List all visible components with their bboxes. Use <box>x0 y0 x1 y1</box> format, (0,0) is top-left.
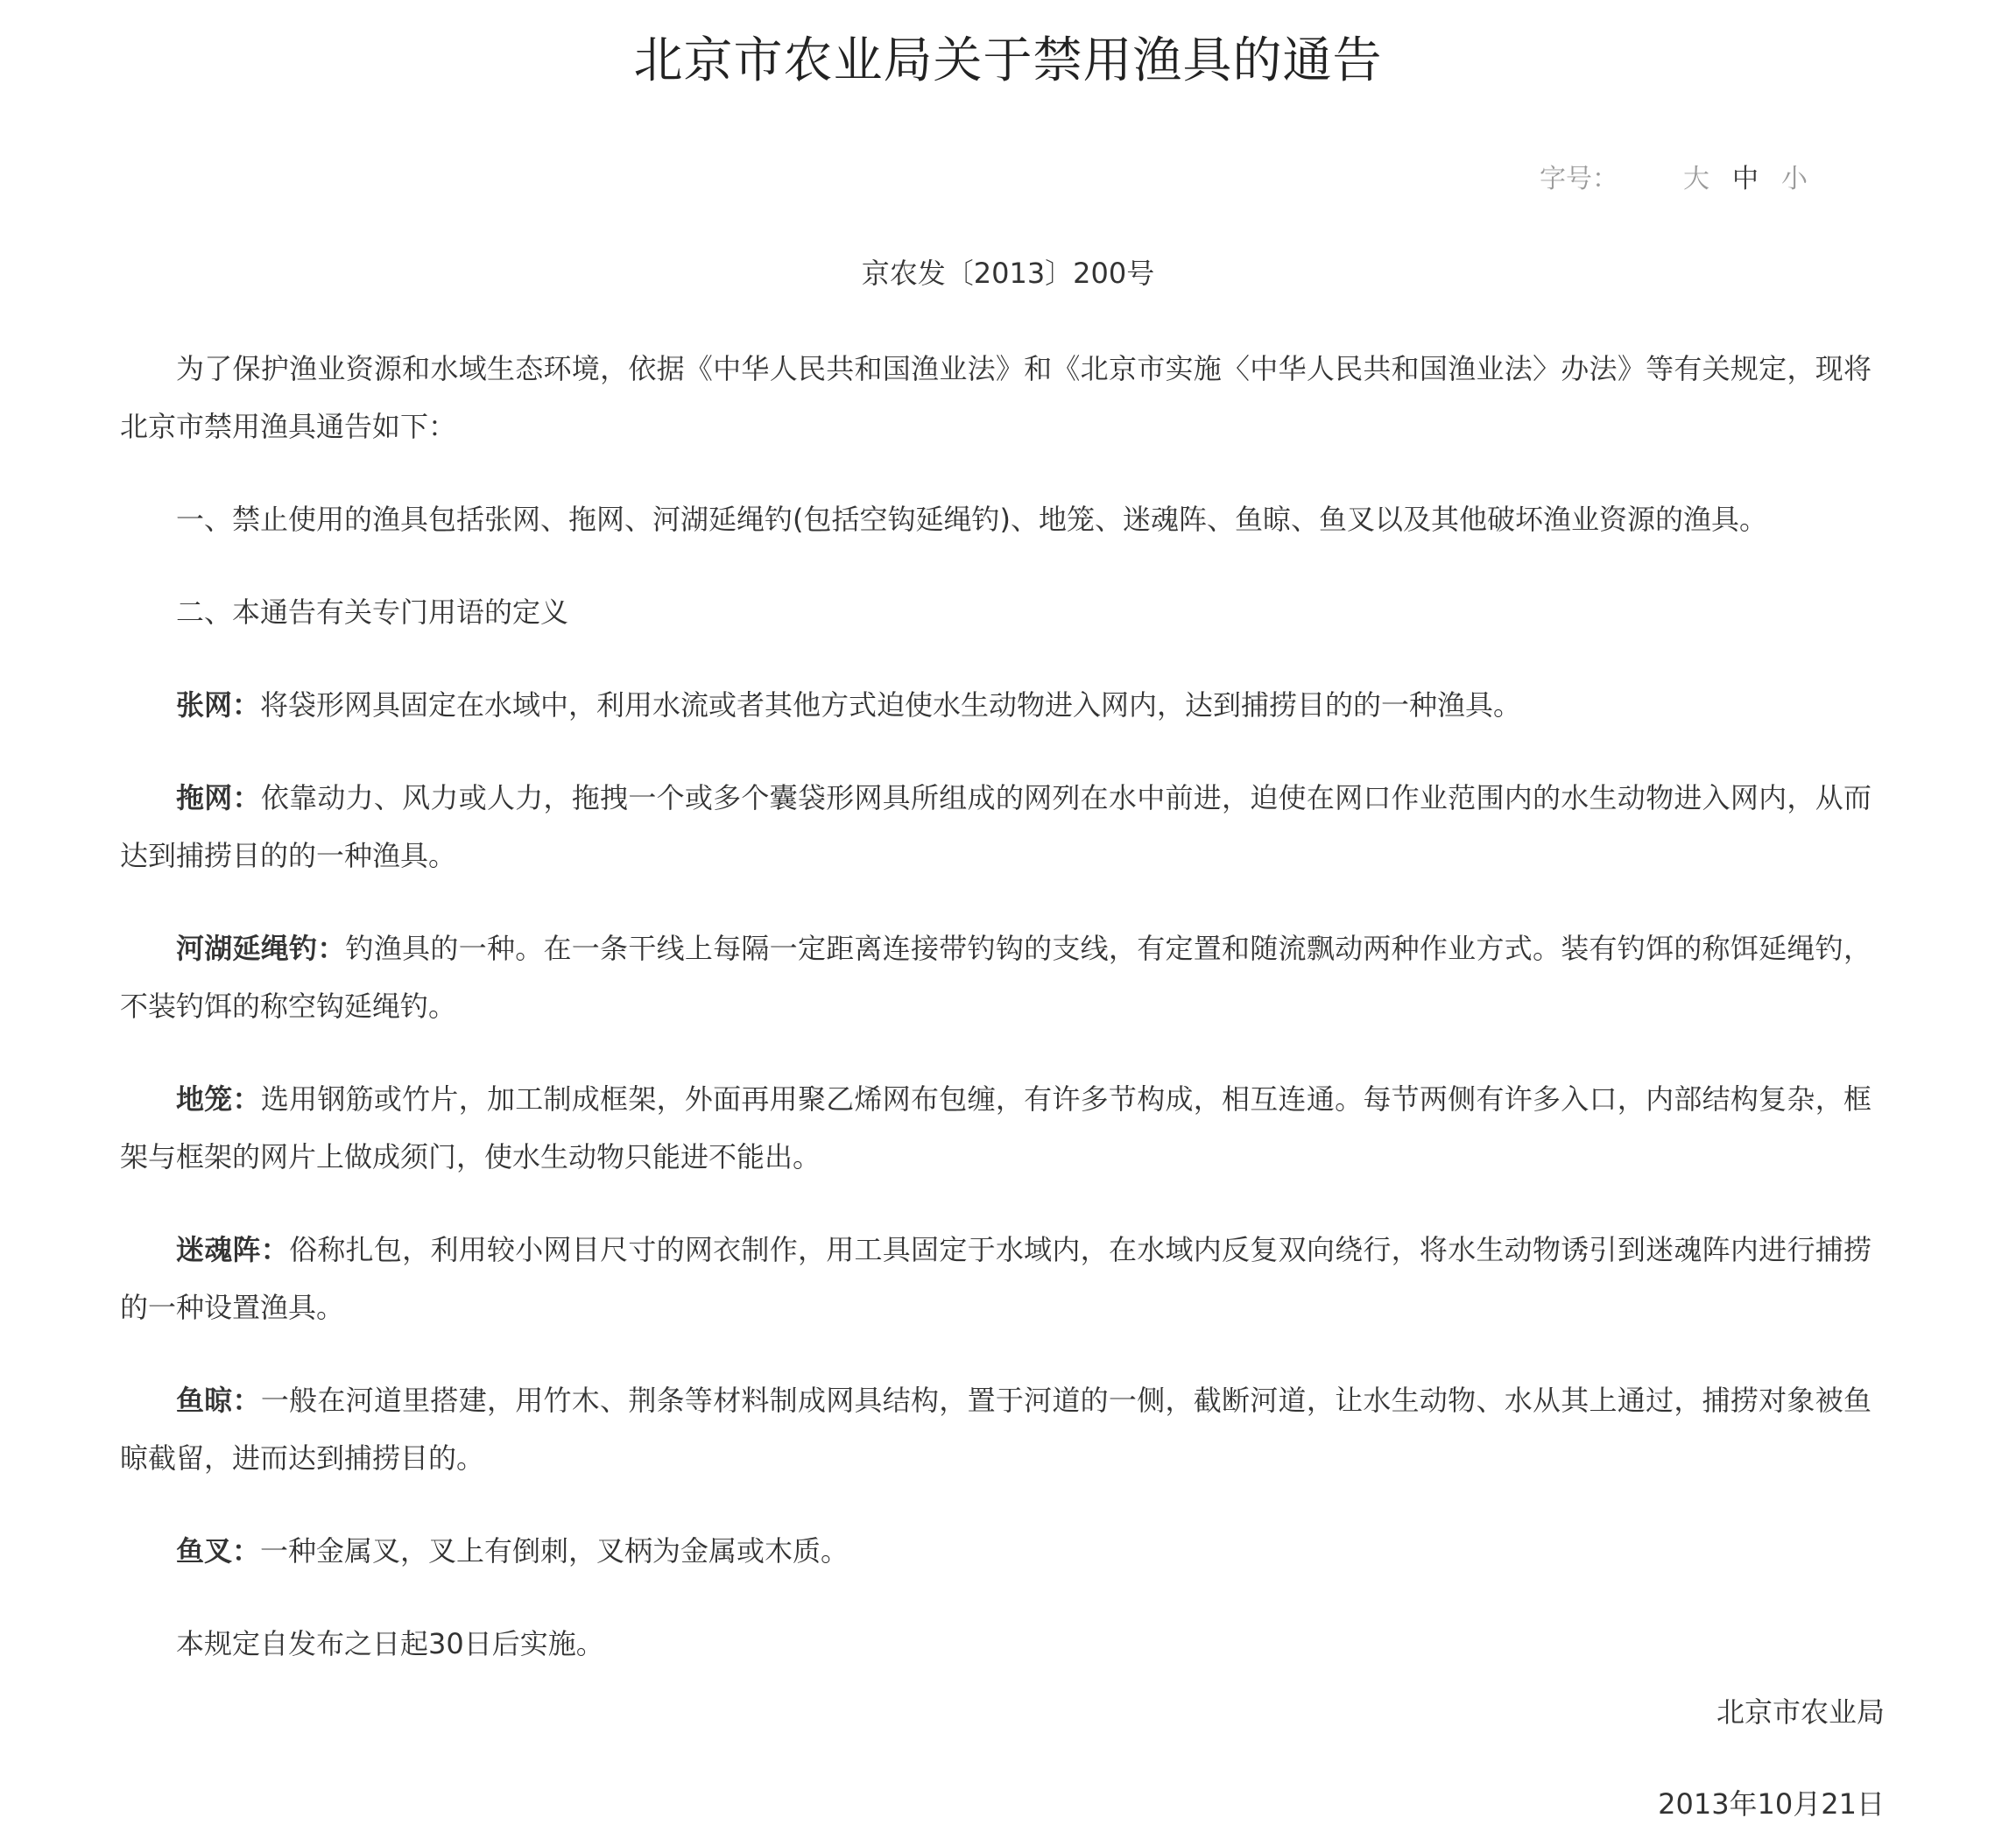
definition-text: 选用钢筋或竹片，加工制成框架，外面再用聚乙烯网布包缠，有许多节构成，相互连通。每节两侧有许多入口，内部结构复杂，框架与框架的网片上做成须门，使水生动物只能进不能出。 <box>120 1082 1871 1173</box>
document-number: 京农发〔2013〕200号 <box>861 257 1155 290</box>
page-title: 北京市农业局关于禁用渔具的通告 <box>633 32 1383 89</box>
font-size-medium-button[interactable]: 中 <box>1732 164 1759 194</box>
definition-term: 鱼晾： <box>176 1384 261 1417</box>
definition-text: 将袋形网具固定在水域中，利用水流或者其他方式迫使水生动物进入网内，达到捕捞目的的一种渔具。 <box>260 688 1522 722</box>
definition-yanshengdiao <box>120 920 1871 1035</box>
definition-term: 迷魂阵： <box>176 1233 290 1266</box>
definition-dilong <box>120 1070 1871 1186</box>
signature-organization: 北京市农业局 <box>1716 1695 1885 1729</box>
font-size-small-button[interactable]: 小 <box>1781 164 1808 194</box>
definition-term: 拖网： <box>176 781 261 814</box>
intro-paragraph: 为了保护渔业资源和水域生态环境，依据《中华人民共和国渔业法》和《北京市实施〈中华人民共和国渔业法〉办法》等有关规定，现将北京市禁用渔具通告如下： <box>120 352 1871 443</box>
definition-tuowang <box>120 769 1871 884</box>
definition-text: 依靠动力、风力或人力，拖拽一个或多个囊袋形网具所组成的网列在水中前进，迫使在网口作业范围内的水生动物进入网内，从而达到捕捞目的的一种渔具。 <box>120 781 1871 872</box>
definition-term: 河湖延绳钓： <box>176 932 346 965</box>
definition-zhangwang <box>120 676 1871 734</box>
definition-text: 俗称扎包，利用较小网目尺寸的网衣制作，用工具固定于水域内，在水域内反复双向绕行，将水生动物诱引到迷魂阵内进行捕捞的一种设置渔具。 <box>120 1233 1871 1324</box>
item-one-paragraph: 一、禁止使用的渔具包括张网、拖网、河湖延绳钓(包括空钩延绳钓)、地笼、迷魂阵、鱼晾、鱼叉以及其他破坏渔业资源的渔具。 <box>176 503 1767 536</box>
definition-term: 张网： <box>176 688 261 722</box>
font-size-large-button[interactable]: 大 <box>1683 164 1709 194</box>
definition-text: 一种金属叉，叉上有倒刺，叉柄为金属或木质。 <box>260 1534 849 1568</box>
notice-body <box>120 340 1871 1708</box>
definition-yucha <box>120 1522 1871 1580</box>
definition-term: 地笼： <box>176 1082 261 1116</box>
definition-yuliang <box>120 1371 1871 1487</box>
effective-date-paragraph: 本规定自发布之日起30日后实施。 <box>176 1627 604 1660</box>
definition-term: 鱼叉： <box>176 1534 261 1568</box>
font-size-control <box>1540 162 1808 197</box>
item-two-heading: 二、本通告有关专门用语的定义 <box>176 595 569 629</box>
definition-text: 一般在河道里搭建，用竹木、荆条等材料制成网具结构，置于河道的一侧，截断河道，让水生动物、水从其上通过，捕捞对象被鱼晾截留，进而达到捕捞目的。 <box>120 1384 1871 1475</box>
signature-date: 2013年10月21日 <box>1658 1787 1885 1821</box>
definition-text: 钓渔具的一种。在一条干线上每隔一定距离连接带钓钩的支线，有定置和随流飘动两种作业方式。装有钓饵的称饵延绳钓，不装钓饵的称空钩延绳钓。 <box>120 932 1871 1023</box>
definition-mihunzhen <box>120 1221 1871 1336</box>
font-size-label: 字号： <box>1540 164 1618 194</box>
